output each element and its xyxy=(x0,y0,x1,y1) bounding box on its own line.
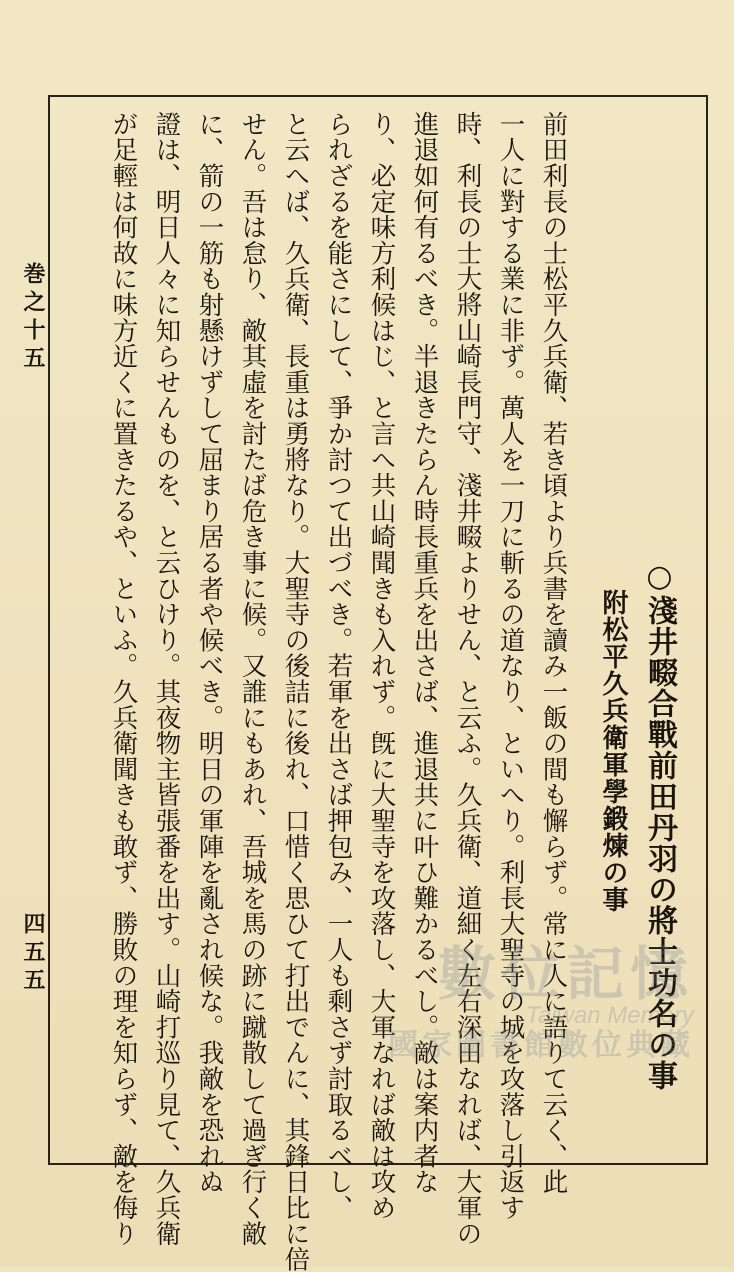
article-title: ○淺井畷合戰前田丹羽の將士功名の事 xyxy=(642,559,677,1091)
watermark-subtitle: 國家圖書館數位典藏 xyxy=(388,1028,694,1064)
body-line: 進退如何有るべき。半退きたらん時長重兵を出さば、進退共に叶ひ難かるべし。敵は案内者な xyxy=(409,111,440,1195)
watermark xyxy=(364,940,694,1065)
body-line: 一人に對する業に非ず。萬人を一刀に斬るの道なり、といへり。利長大聖寺の城を攻落し引返す xyxy=(495,111,526,1221)
volume-label: 巻之十五 xyxy=(20,262,46,374)
watermark-title: 數位記憶 xyxy=(437,940,694,1008)
body-line: せん。吾は怠り、敵其虛を討たば危き事に候。又誰にもあれ、吾城を馬の跡に蹴散して過ぎ行く敵 xyxy=(237,111,268,1247)
body-line: 前田利長の士松平久兵衛、若き頃より兵書を讀み一飯の間も懈らず。常に人に語りて云く、此 xyxy=(538,111,569,1195)
body-line: が足輕は何故に味方近くに置きたるや、といふ。久兵衛聞きも敢ず、勝敗の理を知らず、敵を侮り xyxy=(108,111,139,1247)
body-line: と云へば、久兵衛、長重は勇將なり。大聖寺の後詰に後れ、口惜く思ひて打出でんに、其鋒日比に倍 xyxy=(280,111,311,1272)
body-line: られざるを能さにして、爭か討つて出づべき。若軍を出さば押包み、一人も剩さず討取るべし、 xyxy=(323,111,354,1221)
watermark-english: Taiwan Memory xyxy=(525,1002,694,1029)
body-line: 時、利長の士大將山崎長門守、淺井畷よりせん、と云ふ。久兵衛、道細く左右深田なれば、大軍の xyxy=(452,111,483,1247)
page-number: 四五五 xyxy=(20,912,46,996)
body-line: り、必定味方利候はじ、と言へ共山崎聞きも入れず。旣に大聖寺を攻落し、大軍なれば敵は攻め xyxy=(366,111,397,1221)
article-subtitle: 附松平久兵衛軍學鍛煉の事 xyxy=(598,589,628,913)
body-line: 證は、明日人々に知らせんものを、と云ひけり。其夜物主皆張番を出す。山崎打巡り見て、久兵衛 xyxy=(151,111,182,1247)
body-line: に、箭の一筋も射懸けずして屈まり居る者や候べき。明日の軍陣を亂され候な。我敵を恐れぬ xyxy=(194,111,225,1195)
